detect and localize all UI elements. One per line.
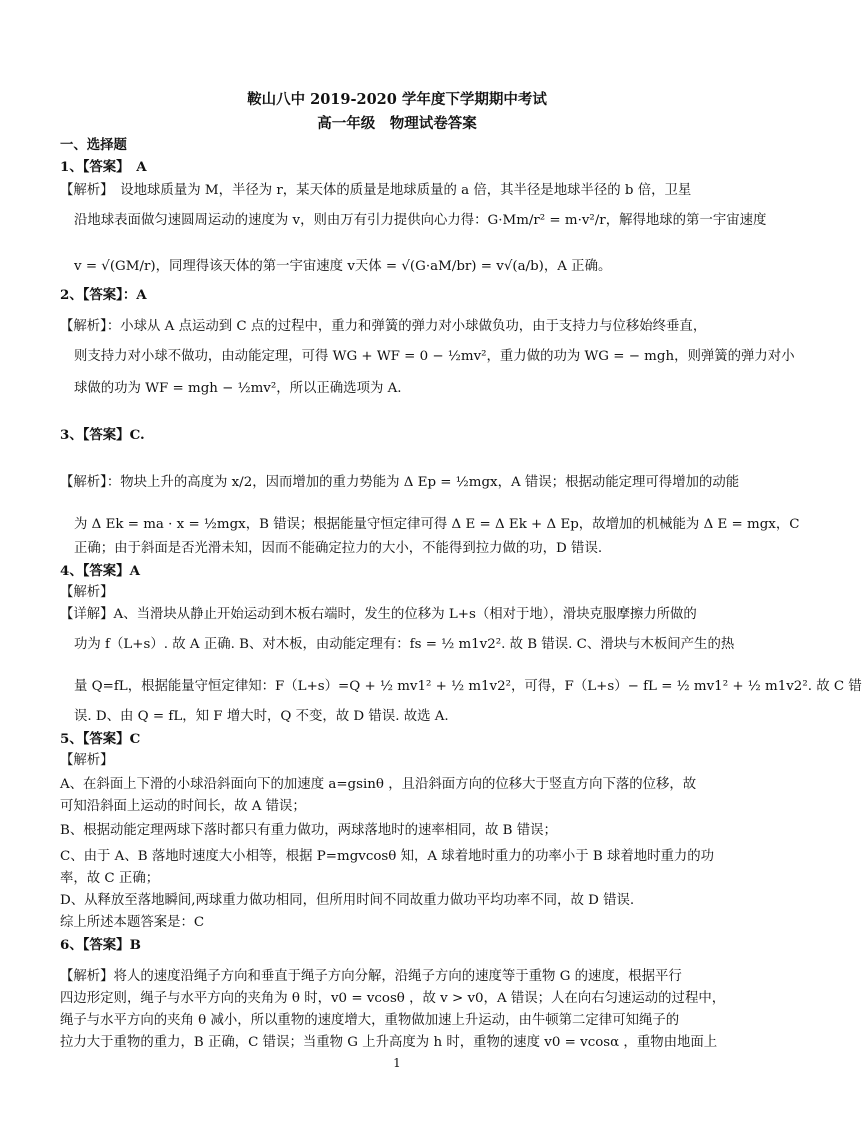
analysis-line: 球做的功为 WF = mgh − ½mv²，所以正确选项为 A. [74,381,402,396]
answer-line-6: 6、【答案】B [60,937,141,953]
analysis-line: 【解析】：小球从 A 点运动到 C 点的过程中，重力和弹簧的弹力对小球做负功，由于支持力与位移始终垂直， [60,319,707,334]
analysis-line: 率，故 C 正确； [60,871,160,886]
analysis-line: 拉力大于重物的重力，B 正确，C 错误；当重物 G 上升高度为 h 时，重物的速度 v0 = vcosα ，重物由地面上 [60,1035,718,1050]
analysis-line: 【解析】 [60,753,114,768]
answer-line-2: 2、【答案】：A [60,287,147,303]
analysis-line: 功为 f（L+s）. 故 A 正确. B、对木板，由动能定理有：fs = ½ m1v2². 故 B 错误. C、滑块与木板间产生的热 [74,637,735,652]
analysis-line: 四边形定则，绳子与水平方向的夹角为 θ 时，v0 = vcosθ ，故 v > v0，A 错误；人在向右匀速运动的过程中， [60,991,726,1006]
analysis-line: 【解析】：物块上升的高度为 x/2，因而增加的重力势能为 Δ Ep = ½mgx，A 错误；根据动能定理可得增加的动能 [60,475,740,490]
analysis-line: 【解析】 [60,585,114,600]
analysis-line: 为 Δ Ek = ma · x = ½mgx，B 错误；根据能量守恒定律可得 Δ E = Δ Ek + Δ Ep，故增加的机械能为 Δ E = mgx，C [74,517,800,532]
analysis-line: 可知沿斜面上运动的时间长，故 A 错误； [60,799,306,814]
analysis-line: C、由于 A、B 落地时速度大小相等，根据 P=mgvcosθ 知，A 球着地时重力的功率小于 B 球着地时重力的功 [60,849,715,864]
analysis-line: 则支持力对小球不做功，由动能定理，可得 WG + WF = 0 − ½mv²，重力做的功为 WG = − mgh，则弹簧的弹力对小 [74,349,795,364]
page-subtitle: 高一年级 物理试卷答案 [317,115,477,132]
answer-line-1: 1、【答案】 A [60,159,147,175]
answer-line-5: 5、【答案】C [60,731,141,747]
analysis-line: 误. D、由 Q = fL，知 F 增大时，Q 不变，故 D 错误. 故选 A. [74,709,449,724]
analysis-line: v = √(GM/r)，同理得该天体的第一宇宙速度 v天体 = √(G·aM/br) = v√(a/b)，A 正确。 [74,259,612,274]
analysis-line: 综上所述本题答案是：C [60,915,205,930]
analysis-line: A、在斜面上下滑的小球沿斜面向下的加速度 a=gsinθ ，且沿斜面方向的位移大于竖直方向下落的位移，故 [60,777,697,792]
page-title: 鞍山八中 2019-2020 学年度下学期期中考试 [247,91,547,108]
answer-line-4: 4、【答案】A [60,563,140,579]
analysis-line: 正确；由于斜面是否光滑未知，因而不能确定拉力的大小，不能得到拉力做的功，D 错误. [74,541,603,556]
analysis-line: B、根据动能定理两球下落时都只有重力做功，两球落地时的速率相同，故 B 错误； [60,823,557,838]
analysis-line: 【解析】将人的速度沿绳子方向和垂直于绳子方向分解，沿绳子方向的速度等于重物 G 的速度，根据平行 [60,969,682,984]
analysis-line: D、从释放至落地瞬间,两球重力做功相同，但所用时间不同故重力做功平均功率不同，故 D 错误. [60,893,635,908]
analysis-line: 【详解】A、当滑块从静止开始运动到木板右端时，发生的位移为 L+s（相对于地），滑块克服摩擦力所做的 [60,607,697,622]
analysis-line: 沿地球表面做匀速圆周运动的速度为 v，则由万有引力提供向心力得：G·Mm/r² = m·v²/r，解得地球的第一宇宙速度 [74,213,767,228]
analysis-line: 【解析】 设地球质量为 M，半径为 r，某天体的质量是地球质量的 a 倍，其半径是地球半径的 b 倍，卫星 [60,183,692,198]
analysis-line: 绳子与水平方向的夹角 θ 减小，所以重物的速度增大，重物做加速上升运动，由牛顿第二定律可知绳子的 [60,1013,680,1028]
page-number: 1 [393,1056,401,1070]
answer-line-3: 3、【答案】C. [60,427,145,443]
section-heading: 一、选择题 [60,137,127,153]
analysis-line: 量 Q=fL，根据能量守恒定律知：F（L+s）=Q + ½ mv1² + ½ m1v2²，可得，F（L+s）− fL = ½ mv1² + ½ m1v2². 故 C 错 [74,679,862,694]
